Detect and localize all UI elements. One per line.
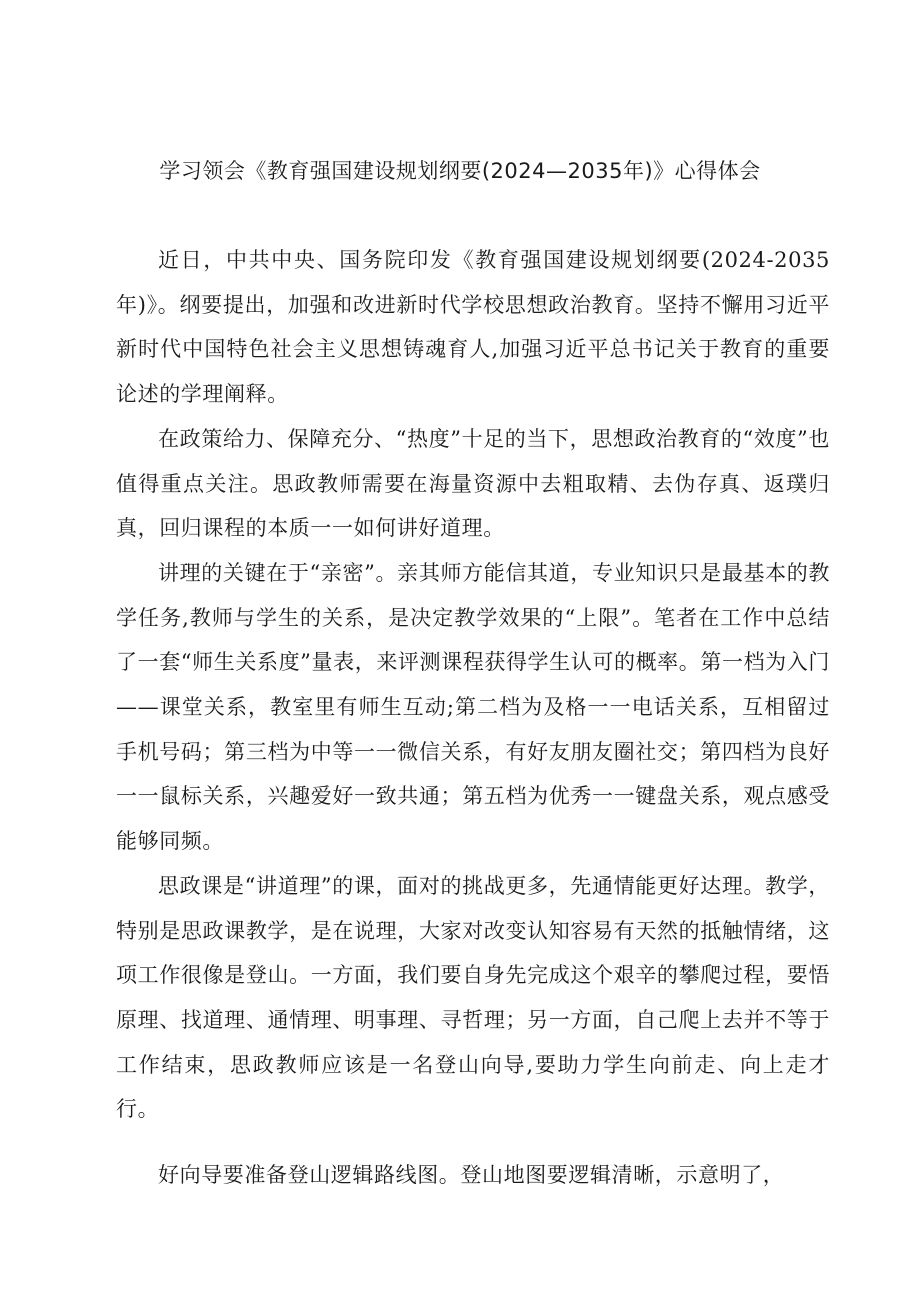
document-body — [116, 238, 830, 1198]
paragraph-1: 近日，中共中央、国务院印发《教育强国建设规划纲要(2024-2035年)》。纲要提出，加强和改进新时代学校思想政治教育。坚持不懈用习近平新时代中国特色社会主义思想铸魂育人,加强习近平总书记关于教育的重要论述的学理阐释。 — [116, 248, 830, 407]
document-title: 学习领会《教育强国建设规划纲要(2024—2035年)》心得体会 — [159, 159, 761, 183]
paragraph-5: 好向导要准备登山逻辑路线图。登山地图要逻辑清晰，示意明了， — [158, 1163, 785, 1188]
paragraph-4: 思政课是“讲道理”的课，面对的挑战更多，先通情能更好达理。教学，特别是思政课教学，是在说理，大家对改变认知容易有天然的抵触情绪，这项工作很像是登山。一方面，我们要自身先完成这个艰辛的攀爬过程，要悟原理、找道理、通情理、明事理、寻哲理；另一方面，自己爬上去并不等于工作结束，思政教师应该是一名登山向导,要助力学生向前走、向上走才行。 — [116, 873, 830, 1122]
paragraph-3: 讲理的关键在于“亲密”。亲其师方能信其道，专业知识只是最基本的教学任务,教师与学生的关系，是决定教学效果的“上限”。笔者在工作中总结了一套“师生关系度”量表，来评测课程获得学生认可的概率。第一档为入门——课堂关系，教室里有师生互动;第二档为及格一一电话关系，互相留过手机号码；第三档为中等一一微信关系，有好友朋友圈社交；第四档为良好一一鼠标关系，兴趣爱好一致共通；第五档为优秀一一键盘关系，观点感受能够同频。 — [116, 560, 830, 854]
paragraph-2: 在政策给力、保障充分、“热度”十足的当下，思想政治教育的“效度”也值得重点关注。思政教师需要在海量资源中去粗取精、去伪存真、返璞归真，回归课程的本质一一如何讲好道理。 — [116, 426, 830, 541]
